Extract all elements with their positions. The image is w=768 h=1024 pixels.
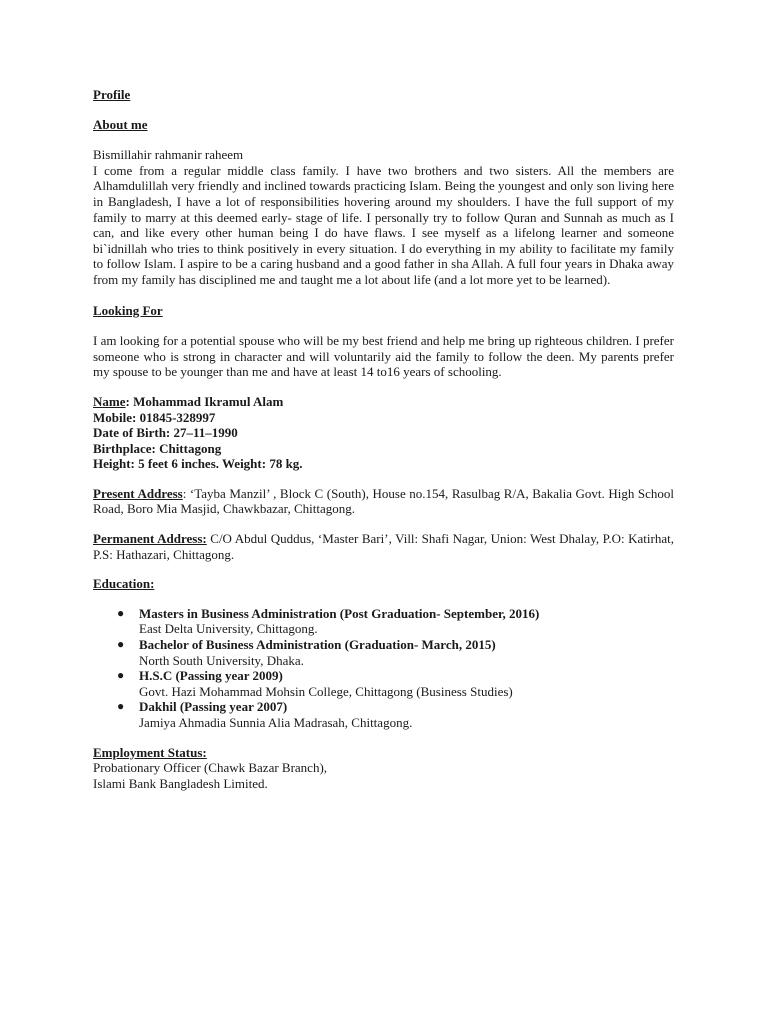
education-list	[93, 606, 674, 731]
present-address-label: Present Address	[93, 485, 183, 501]
education-item	[93, 668, 674, 699]
dob-line: Date of Birth: 27–11–1990	[93, 425, 238, 441]
education-item	[93, 637, 674, 668]
bullet-icon: ●	[117, 605, 125, 620]
about-me-paragraph: I come from a regular middle class family. I have two brothers and two sisters. All the members are Alhamdulillah very friendly and inclined towards practicing Islam. Being the youngest and only son living here in Bangladesh, I have a lot of responsibilities hovering around my shoulders. I have the full support of my family to marry at this deemed early- stage of life. I personally try to follow Quran and Sunnah as much as I can, and like every other human being I do have flaws. I see myself as a lifelong learner and someone bi`idnillah who tries to think positively in every situation. I do everything in my ability to facilitate my family to follow Islam. I aspire to be a caring husband and a good father in sha Allah. A full four years in Dhaka away from my family has disciplined me and taught me a lot about life (and a lot more yet to be learned).	[93, 162, 674, 287]
name-label: Name	[93, 393, 126, 409]
permanent-address	[93, 531, 674, 562]
bullet-icon: ●	[117, 699, 125, 714]
education-degree: H.S.C (Passing year 2009)	[139, 668, 283, 684]
mobile-line: Mobile: 01845-328997	[93, 409, 216, 425]
bullet-icon: ●	[117, 637, 125, 652]
looking-for-paragraph: I am looking for a potential spouse who will be my best friend and help me bring up righteous children. I prefer someone who is strong in character and will voluntarily aid the family to follow the deen. My parents prefer my spouse to be younger than me and have at least 14 to16 years of schooling.	[93, 333, 674, 380]
bullet-icon: ●	[117, 668, 125, 683]
education-institution: East Delta University, Chittagong.	[139, 621, 318, 637]
birthplace-line: Birthplace: Chittagong	[93, 440, 222, 456]
education-institution: Jamiya Ahmadia Sunnia Alia Madrasah, Chittagong.	[139, 715, 413, 730]
document-page	[93, 87, 674, 791]
education-item	[93, 699, 674, 730]
employment-position: Probationary Officer (Chawk Bazar Branch),	[93, 760, 328, 776]
present-address-value: : ‘Tayba Manzil’ , Block C (South), House no.154, Rasulbag R/A, Bakalia Govt. High School Road, Boro Mia Masjid, Chawkbazar, Chittagong.	[93, 485, 674, 517]
education-institution: Govt. Hazi Mohammad Mohsin College, Chittagong (Business Studies)	[139, 683, 513, 699]
personal-details	[93, 394, 674, 472]
education-degree: Dakhil (Passing year 2007)	[139, 699, 288, 715]
education-item	[93, 606, 674, 637]
permanent-address-value: C/O Abdul Quddus, ‘Master Bari’, Vill: Shafi Nagar, Union: West Dhalay, P.O: Katirhat, P.S: Hathazari, Chittagong.	[93, 531, 674, 562]
education-degree: Masters in Business Administration (Post Graduation- September, 2016)	[139, 605, 540, 621]
name-line	[93, 394, 674, 410]
education-heading: Education:	[93, 576, 155, 592]
about-me-heading: About me	[93, 116, 148, 132]
education-institution: North South University, Dhaka.	[139, 652, 304, 668]
height-weight-line: Height: 5 feet 6 inches. Weight: 78 kg.	[93, 456, 303, 472]
present-address	[93, 486, 674, 517]
employment-heading: Employment Status:	[93, 744, 207, 760]
salutation-text: Bismillahir rahmanir raheem	[93, 147, 244, 163]
profile-heading: Profile	[93, 87, 131, 102]
education-degree: Bachelor of Business Administration (Graduation- March, 2015)	[139, 637, 496, 653]
employment-employer: Islami Bank Bangladesh Limited.	[93, 775, 268, 791]
looking-for-heading: Looking For	[93, 302, 163, 318]
name-value: : Mohammad Ikramul Alam	[125, 393, 284, 409]
permanent-address-label: Permanent Address:	[93, 531, 207, 547]
